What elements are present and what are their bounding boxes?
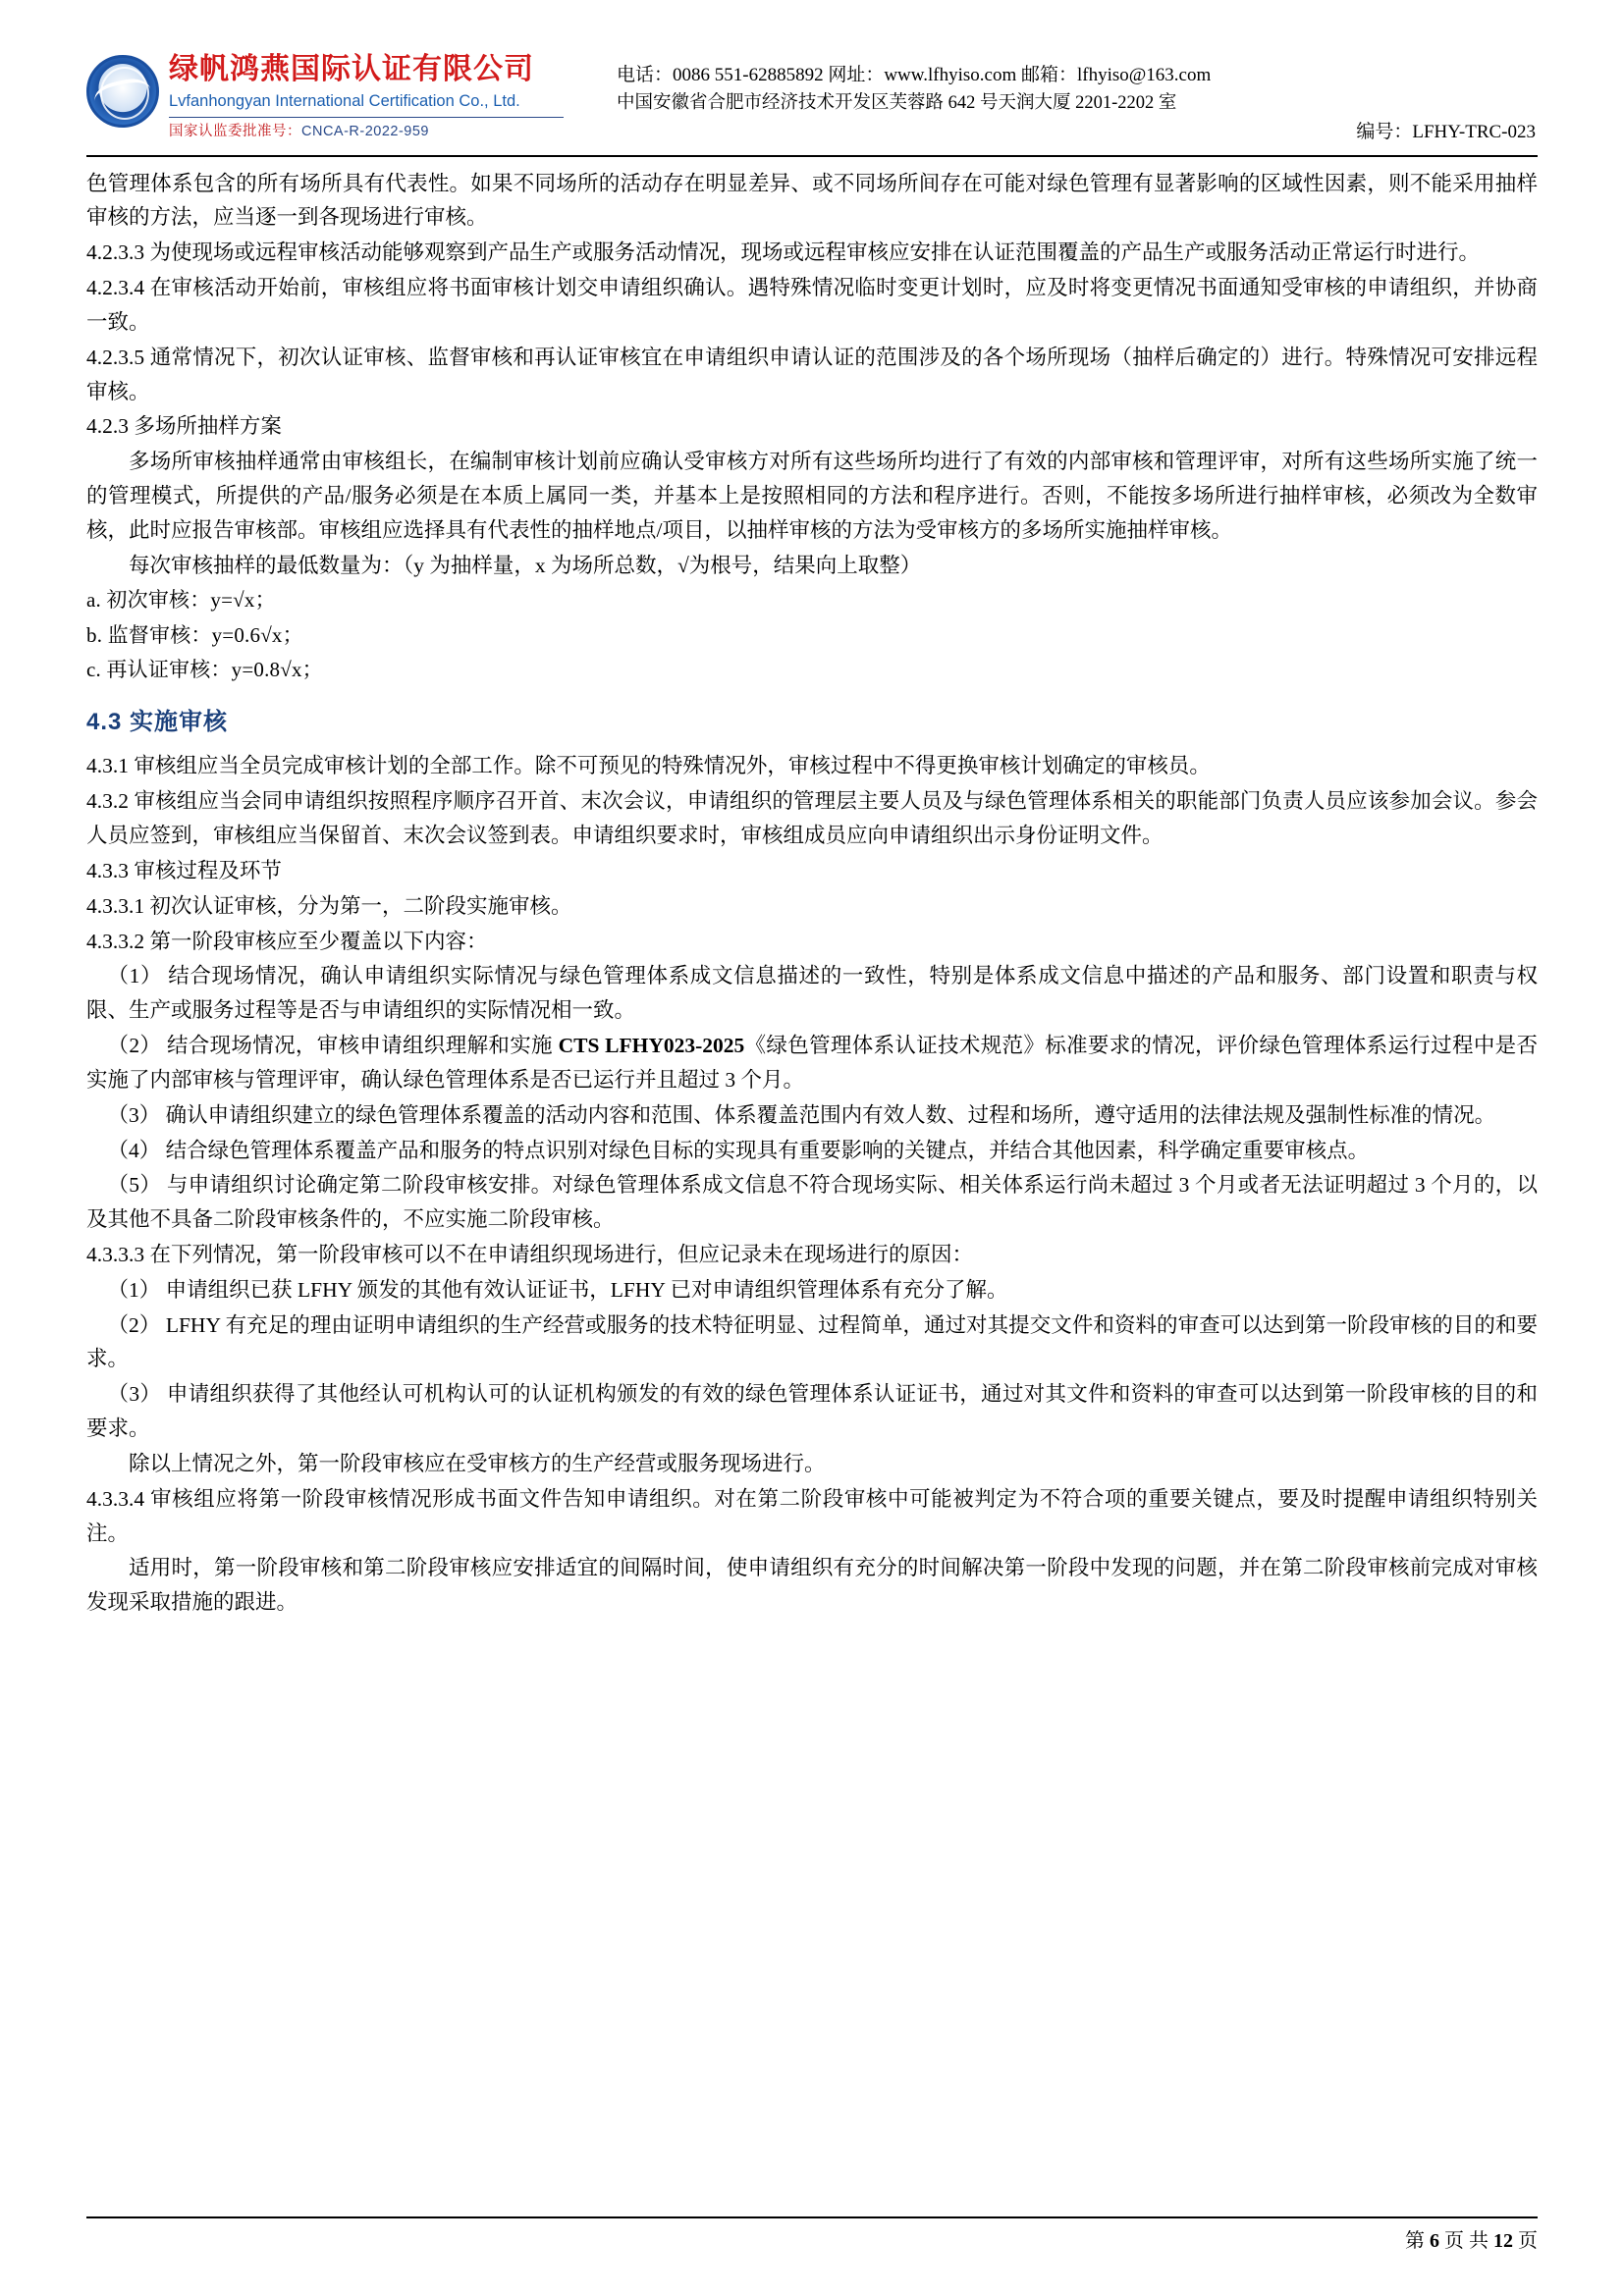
list-item: a. 初次审核：y=√x；: [86, 588, 276, 613]
page-header: [86, 53, 1538, 153]
list-item: b. 监督审核：y=0.6√x；: [86, 622, 303, 647]
address-line: 中国安徽省合肥市经济技术开发区芙蓉路 642 号天润大厦 2201-2202 室: [617, 93, 1177, 114]
list-item-b1: （1） 申请组织已获 LFHY 颁发的其他有效认证证书，LFHY 已对申请组织管理体系有充分了解。: [107, 1277, 1008, 1302]
page-footer: [86, 2216, 1538, 2253]
list-item-2: [86, 1029, 1538, 1097]
list-item-3: （3） 确认申请组织建立的绿色管理体系覆盖的活动内容和范围、体系覆盖范围内有效人数、过程和场所，遵守适用的法律法规及强制性标准的情况。: [107, 1102, 1496, 1127]
approval-label: 国家认监委批准号：: [169, 123, 301, 139]
paragraph-4-3-3-2: 4.3.3.2 第一阶段审核应至少覆盖以下内容：: [86, 929, 488, 953]
current-page-number: 6: [1430, 2230, 1439, 2252]
paragraph-continued: 色管理体系包含的所有场所具有代表性。如果不同场所的活动存在明显差异、或不同场所间存在可能对绿色管理有显著影响的区域性因素，则不能采用抽样审核的方法，应当逐一到各现场进行审核。: [86, 171, 1538, 230]
paragraph-4-3-1: 4.3.1 审核组应当全员完成审核计划的全部工作。除不可预见的特殊情况外，审核过程中不得更换审核计划确定的审核员。: [86, 754, 1211, 778]
page-number-block: [86, 2224, 1538, 2253]
paragraph-4-3-3-3: 4.3.3.3 在下列情况，第一阶段审核可以不在申请组织现场进行，但应记录未在现场进行的原因：: [86, 1243, 974, 1266]
paragraph-4-2-3-5: 4.2.3.5 通常情况下，初次认证审核、监督审核和再认证审核宜在申请组织申请认证的范围涉及的各个场所现场（抽样后确定的）进行。特殊情况可安排远程审核。: [86, 345, 1538, 403]
company-logo-block: [86, 53, 607, 140]
paragraph-4-3-3: 4.3.3 审核过程及环节: [86, 858, 282, 882]
paragraph-final: 适用时，第一阶段审核和第二阶段审核应安排适宜的间隔时间，使申请组织有充分的时间解决第一阶段中发现的问题，并在第二阶段审核前完成对审核发现采取措施的跟进。: [86, 1556, 1538, 1615]
heading-4-2-3: 4.2.3 多场所抽样方案: [86, 414, 282, 439]
list-item-1: （1） 结合现场情况，确认申请组织实际情况与绿色管理体系成文信息描述的一致性，特别是体系成文信息中描述的产品和服务、部门设置和职责与权限、生产或服务过程等是否与申请组织的实际情况相一致。: [86, 964, 1538, 1023]
list-item-2-pre: （2） 结合现场情况，审核申请组织理解和实施: [107, 1034, 559, 1058]
standard-code: CTS LFHY023-2025: [558, 1034, 745, 1058]
footer-divider: [86, 2216, 1538, 2218]
header-divider: [86, 155, 1538, 157]
list-item: c. 再认证审核：y=0.8√x；: [86, 657, 323, 681]
paragraph-multi-site: 多场所审核抽样通常由审核组长，在编制审核计划前应确认受审核方对所有这些场所均进行了有效的内部审核和管理评审，对所有这些场所实施了统一的管理模式，所提供的产品/服务必须是在本质上属同一类，并基本上是按照相同的方法和程序进行。否则，不能按多场所进行抽样审核，必须改为全数审核，此时应报告审核部。审核组应选择具有代表性的抽样地点/项目，以抽样审核的方法为受审核方的多场所实施抽样审核。: [86, 450, 1538, 542]
company-name-block: [169, 53, 564, 140]
contact-line: 电话：0086 551-62885892 网址：www.lfhyiso.com 邮箱：lfhyiso@163.com: [617, 65, 1212, 85]
paragraph-4-3-3-1: 4.3.3.1 初次认证审核，分为第一，二阶段实施审核。: [86, 893, 572, 918]
list-item-2-post: 《绿色管理体系认证技术规范》标准要求的情况，评价绿色管理体系运行过程中是否实施了内部审核与管理评审，确认绿色管理体系是否已运行并且超过 3 个月。: [86, 1034, 1538, 1092]
document-body: [86, 167, 1538, 1621]
paragraph-4-3-2: 4.3.2 审核组应当会同申请组织按照程序顺序召开首、末次会议，申请组织的管理层主要人员及与绿色管理体系相关的职能部门负责人员应该参加会议。参会人员应签到，审核组应当保留首、末次会议签到表。申请组织要求时，审核组成员应向申请组织出示身份证明文件。: [86, 789, 1538, 848]
paragraph-4-2-3-4: 4.2.3.4 在审核活动开始前，审核组应将书面审核计划交申请组织确认。遇特殊情况临时变更计划时，应及时将变更情况书面通知受审核的申请组织，并协商一致。: [86, 276, 1538, 334]
footer-middle: 页 共: [1444, 2230, 1489, 2252]
paragraph-exception: 除以上情况之外，第一阶段审核应在受审核方的生产经营或服务现场进行。: [129, 1451, 826, 1475]
list-item-b2: （2） LFHY 有充足的理由证明申请组织的生产经营或服务的技术特征明显、过程简单，通过对其提交文件和资料的审查可以达到第一阶段审核的目的和要求。: [86, 1312, 1538, 1371]
total-page-number: 12: [1493, 2230, 1513, 2252]
list-item-5: （5） 与申请组织讨论确定第二阶段审核安排。对绿色管理体系成文信息不符合现场实际、相关体系运行尚未超过 3 个月或者无法证明超过 3 个月的，以及其他不具备二阶段审核条件的，不应实施二阶段审核。: [86, 1173, 1538, 1232]
approval-number: [169, 117, 564, 140]
paragraph-4-3-3-4: 4.3.3.4 审核组应将第一阶段审核情况形成书面文件告知申请组织。对在第二阶段审核中可能被判定为不符合项的重要关键点，要及时提醒申请组织特别关注。: [86, 1486, 1538, 1545]
list-item-b3: （3） 申请组织获得了其他经认可机构认可的认证机构颁发的有效的绿色管理体系认证证书，通过对其文件和资料的审查可以达到第一阶段审核的目的和要求。: [86, 1382, 1538, 1441]
section-heading-4-3: 4.3 实施审核: [86, 708, 229, 735]
footer-suffix: 页: [1518, 2230, 1538, 2252]
globe-logo-icon: [86, 55, 159, 128]
paragraph-sampling-intro: 每次审核抽样的最低数量为：（y 为抽样量，x 为场所总数，√为根号，结果向上取整）: [129, 553, 922, 577]
company-name-en: Lvfanhongyan International Certification Co., Ltd.: [169, 91, 520, 110]
company-name-cn: 绿帆鸿燕国际认证有限公司: [169, 53, 534, 85]
document-code-line: 编号：LFHY-TRC-023: [1356, 122, 1536, 143]
paragraph-4-2-3-3: 4.2.3.3 为使现场或远程审核活动能够观察到产品生产或服务活动情况，现场或远程审核应安排在认证范围覆盖的产品生产或服务活动正常运行时进行。: [86, 240, 1481, 265]
list-item-4: （4） 结合绿色管理体系覆盖产品和服务的特点识别对绿色目标的实现具有重要影响的关键点，并结合其他因素，科学确定重要审核点。: [107, 1138, 1370, 1162]
approval-code: CNCA-R-2022-959: [301, 123, 429, 139]
header-contact-block: [607, 53, 1538, 147]
footer-prefix: 第: [1405, 2230, 1425, 2252]
